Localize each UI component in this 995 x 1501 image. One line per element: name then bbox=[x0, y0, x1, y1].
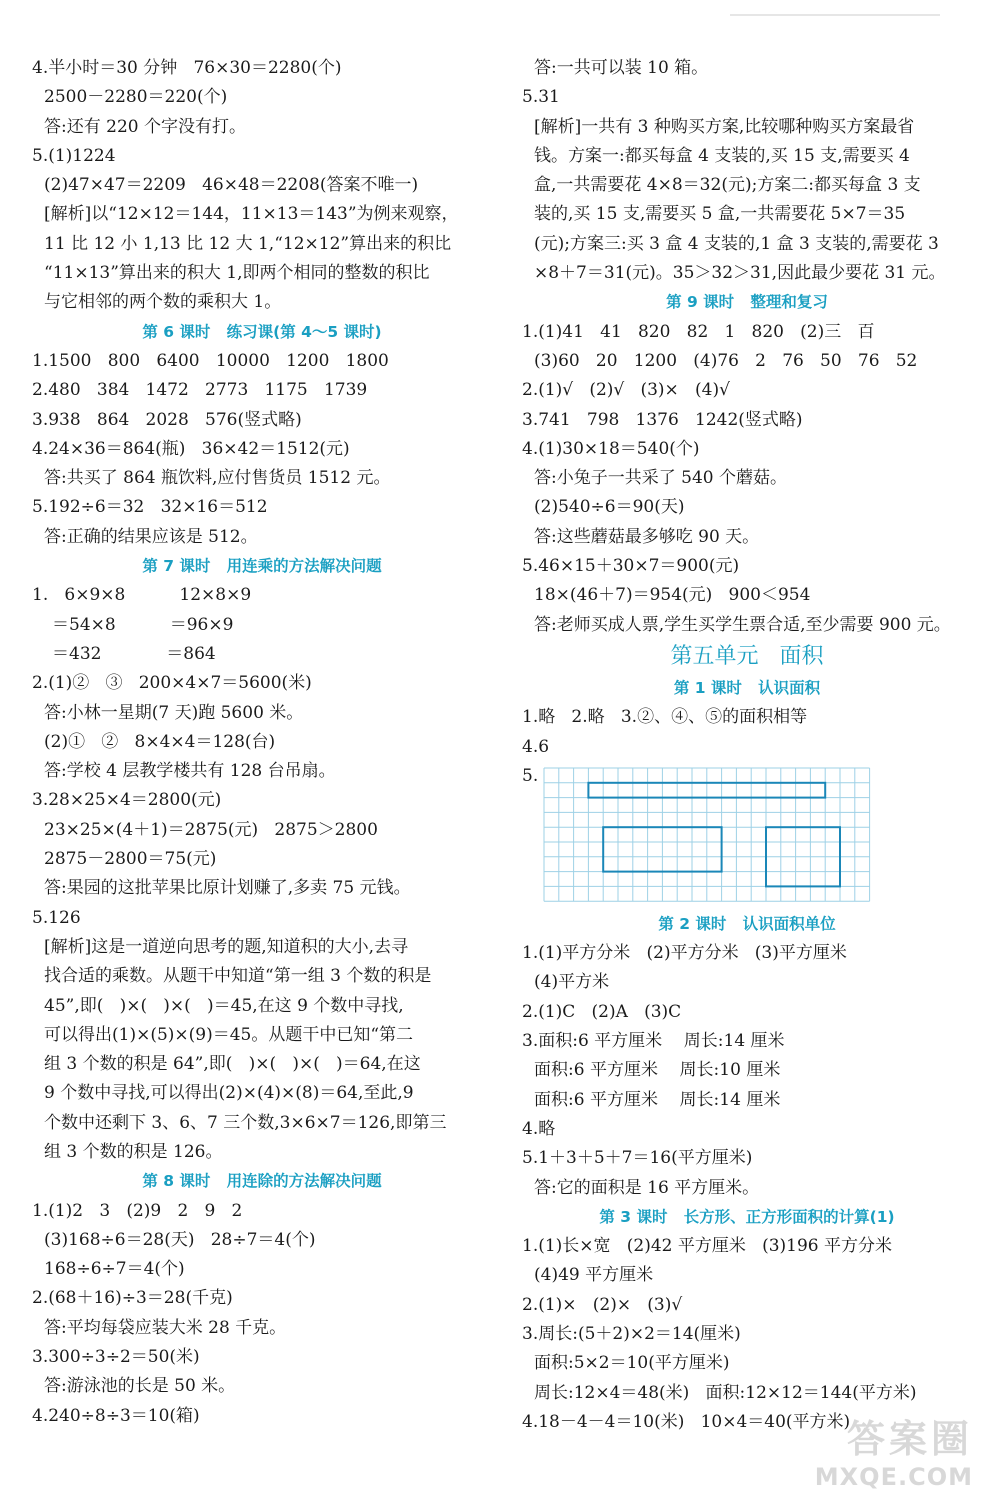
answer-line: 2.(1)√ (2)√ (3)× (4)√ bbox=[522, 380, 730, 401]
answer-line: 2.(1)C (2)A (3)C bbox=[522, 1001, 682, 1022]
answer-line: 4.略 bbox=[522, 1118, 556, 1139]
answer-line: 答:它的面积是 16 平方厘米。 bbox=[534, 1177, 760, 1198]
answer-line: 5.(1)1224 bbox=[32, 145, 116, 166]
answer-line: (2)47×47＝2209 46×48＝2208(答案不唯一) bbox=[44, 175, 419, 196]
answer-line: 2.(1)× (2)× (3)√ bbox=[522, 1294, 683, 1315]
answer-line: (4)平方米 bbox=[534, 972, 610, 993]
answer-line: ＝432 ＝864 bbox=[52, 643, 216, 664]
answer-line: 装的,买 15 支,需要买 5 盒,一共需要花 5×7＝35 bbox=[534, 204, 906, 225]
answer-line: (2)540÷6＝90(天) bbox=[534, 497, 685, 518]
right-column-top bbox=[522, 54, 972, 762]
watermark-title: 答案圈 bbox=[846, 1417, 973, 1461]
answer-line: 面积:6 平方厘米 周长:10 厘米 bbox=[534, 1060, 781, 1081]
answer-line: [解析]以“12×12＝144，11×13＝143”为例来观察， bbox=[44, 204, 459, 225]
answer-line: 1. 6×9×8 12×8×9 bbox=[32, 585, 252, 606]
answer-line: (元);方案三:买 3 盒 4 支装的,1 盒 3 支装的,需要花 3 bbox=[534, 233, 939, 254]
answer-line: 3.面积:6 平方厘米 周长:14 厘米 bbox=[522, 1031, 785, 1052]
answer-line: ×8＋7＝31(元)。35＞32＞31,因此最少要花 31 元。 bbox=[534, 263, 946, 284]
answer-line: 4.6 bbox=[522, 736, 550, 757]
answer-line: 找合适的乘数。从题干中知道“第一组 3 个数的积是 bbox=[44, 966, 432, 987]
answer-line: 答:游泳池的长是 50 米。 bbox=[44, 1376, 236, 1397]
answer-line: 2875－2800＝75(元) bbox=[44, 849, 217, 870]
watermark-url: MXQE.COM bbox=[814, 1463, 973, 1491]
answer-line: 答:平均每袋应装大米 28 千克。 bbox=[44, 1317, 287, 1338]
lesson-heading: 第 9 课时 整理和复习 bbox=[666, 293, 828, 312]
answer-line: 面积:5×2＝10(平方厘米) bbox=[534, 1353, 730, 1374]
lesson-heading: 第 7 课时 用连乘的方法解决问题 bbox=[142, 557, 382, 576]
answer-line: ＝54×8 ＝96×9 bbox=[52, 614, 234, 635]
answer-line: 2.(68＋16)÷3＝28(千克) bbox=[32, 1288, 233, 1309]
answer-line: 答:还有 220 个字没有打。 bbox=[44, 116, 246, 137]
grid-question-number: 5. bbox=[522, 765, 539, 786]
answer-line: 周长:12×4＝48(米) 面积:12×12＝144(平方米) bbox=[534, 1382, 917, 1403]
answer-line: 11 比 12 小 1,13 比 12 大 1,“12×12”算出来的积比 bbox=[44, 233, 452, 254]
answer-line: [解析]这是一道逆向思考的题,知道积的大小,去寻 bbox=[44, 936, 409, 957]
answer-line: 与它相邻的两个数的乘积大 1。 bbox=[44, 292, 282, 313]
answer-line: 4.(1)30×18＝540(个) bbox=[522, 438, 700, 459]
answer-line: 组 3 个数的积是 64”,即( )×( )×( )＝64,在这 bbox=[44, 1054, 421, 1075]
square-grid bbox=[538, 766, 878, 906]
answer-line: 4.240÷8÷3＝10(箱) bbox=[32, 1405, 200, 1426]
answer-line: 钱。方案一:都买每盒 4 支装的,买 15 支,需要买 4 bbox=[534, 145, 910, 166]
left-column bbox=[32, 54, 492, 1431]
answer-line: 答:共买了 864 瓶饮料,应付售货员 1512 元。 bbox=[44, 468, 391, 489]
answer-line: 答:这些蘑菇最多够吃 90 天。 bbox=[534, 526, 760, 547]
answer-line: 答:果园的这批苹果比原计划赚了,多卖 75 元钱。 bbox=[44, 878, 411, 899]
answer-line: (3)60 20 1200 (4)76 2 76 50 76 52 bbox=[534, 350, 918, 371]
answer-line: (3)168÷6＝28(天) 28÷7＝4(个) bbox=[44, 1229, 316, 1250]
lesson-heading: 第 3 课时 长方形、正方形面积的计算(1) bbox=[599, 1207, 895, 1226]
answer-line: 2.(1)② ③ 200×4×7＝5600(米) bbox=[32, 673, 312, 694]
answer-line: (2)① ② 8×4×4＝128(台) bbox=[44, 731, 276, 752]
watermark-logo bbox=[815, 1408, 973, 1491]
answer-line: 2500－2280＝220(个) bbox=[44, 87, 228, 108]
answer-line: 个数中还剩下 3、6、7 三个数,3×6×7＝126,即第三 bbox=[44, 1112, 447, 1133]
answer-line: 答:小林一星期(7 天)跑 5600 米。 bbox=[44, 702, 304, 723]
answer-line: [解析]一共有 3 种购买方案,比较哪种购买方案最省 bbox=[534, 116, 915, 137]
answer-line: 1.(1)长×宽 (2)42 平方厘米 (3)196 平方分米 bbox=[522, 1236, 893, 1257]
lesson-heading: 第 1 课时 认识面积 bbox=[673, 678, 821, 697]
answer-line: 4.18－4－4＝10(米) 10×4＝40(平方米) bbox=[522, 1411, 851, 1432]
answer-line: 4.24×36＝864(瓶) 36×42＝1512(元) bbox=[32, 438, 350, 459]
unit-title: 第五单元 面积 bbox=[670, 643, 824, 669]
answer-line: 5.126 bbox=[32, 907, 81, 928]
answer-line: 5.192÷6＝32 32×16＝512 bbox=[32, 497, 268, 518]
answer-line: (4)49 平方厘米 bbox=[534, 1265, 654, 1286]
answer-line: 4.半小时＝30 分钟 76×30＝2280(个) bbox=[32, 58, 342, 78]
grid-figure bbox=[522, 762, 972, 910]
answer-line: 9 个数中寻找,可以得出(2)×(4)×(8)＝64,至此,9 bbox=[44, 1083, 414, 1104]
answer-line: 5.46×15＋30×7＝900(元) bbox=[522, 556, 740, 577]
answer-line: 3.938 864 2028 576(竖式略) bbox=[32, 409, 302, 430]
answer-line: 2.480 384 1472 2773 1175 1739 bbox=[32, 380, 368, 401]
answer-line: 答:学校 4 层教学楼共有 128 台吊扇。 bbox=[44, 761, 336, 782]
answer-line: 3.28×25×4＝2800(元) bbox=[32, 790, 222, 811]
answer-line: 答:一共可以装 10 箱。 bbox=[534, 58, 709, 78]
answer-line: 组 3 个数的积是 126。 bbox=[44, 1141, 223, 1162]
answer-line: 5.1＋3＋5＋7＝16(平方厘米) bbox=[522, 1148, 753, 1169]
right-column-bottom bbox=[522, 910, 972, 1437]
lesson-heading: 第 6 课时 练习课(第 4～5 课时) bbox=[142, 322, 382, 341]
answer-line: 45”,即( )×( )×( )＝45,在这 9 个数中寻找, bbox=[44, 995, 404, 1016]
page-edge-line bbox=[730, 14, 940, 16]
answer-line: 答:小兔子一共采了 540 个蘑菇。 bbox=[534, 468, 787, 489]
answer-line: “11×13”算出来的积大 1,即两个相同的整数的积比 bbox=[44, 263, 430, 284]
answer-line: 3.741 798 1376 1242(竖式略) bbox=[522, 409, 803, 430]
answer-line: 1.(1)41 41 820 82 1 820 (2)三 百 bbox=[522, 321, 875, 342]
lesson-heading: 第 8 课时 用连除的方法解决问题 bbox=[142, 1172, 382, 1191]
right-column bbox=[522, 54, 972, 1437]
answer-line: 盒,一共需要花 4×8＝32(元);方案二:都买每盒 3 支 bbox=[534, 175, 921, 196]
answer-line: 1.1500 800 6400 10000 1200 1800 bbox=[32, 350, 389, 371]
answer-line: 5.31 bbox=[522, 87, 560, 108]
answer-line: 1.(1)2 3 (2)9 2 9 2 bbox=[32, 1200, 243, 1221]
answer-line: 168÷6÷7＝4(个) bbox=[44, 1259, 185, 1280]
answer-line: 23×25×(4＋1)＝2875(元) 2875＞2800 bbox=[44, 819, 378, 840]
answer-line: 1.略 2.略 3.②、④、⑤的面积相等 bbox=[522, 707, 808, 728]
lesson-heading: 第 2 课时 认识面积单位 bbox=[658, 914, 836, 933]
answer-line: 3.300÷3÷2＝50(米) bbox=[32, 1347, 200, 1368]
answer-line: 答:正确的结果应该是 512。 bbox=[44, 526, 258, 547]
answer-line: 1.(1)平方分米 (2)平方分米 (3)平方厘米 bbox=[522, 943, 847, 964]
answer-line: 3.周长:(5＋2)×2＝14(厘米) bbox=[522, 1323, 741, 1344]
answer-line: 答:老师买成人票,学生买学生票合适,至少需要 900 元。 bbox=[534, 614, 951, 635]
answer-line: 可以得出(1)×(5)×(9)＝45。从题干中已知“第二 bbox=[44, 1024, 414, 1045]
answer-line: 面积:6 平方厘米 周长:14 厘米 bbox=[534, 1089, 781, 1110]
answer-line: 18×(46＋7)＝954(元) 900＜954 bbox=[534, 585, 811, 606]
